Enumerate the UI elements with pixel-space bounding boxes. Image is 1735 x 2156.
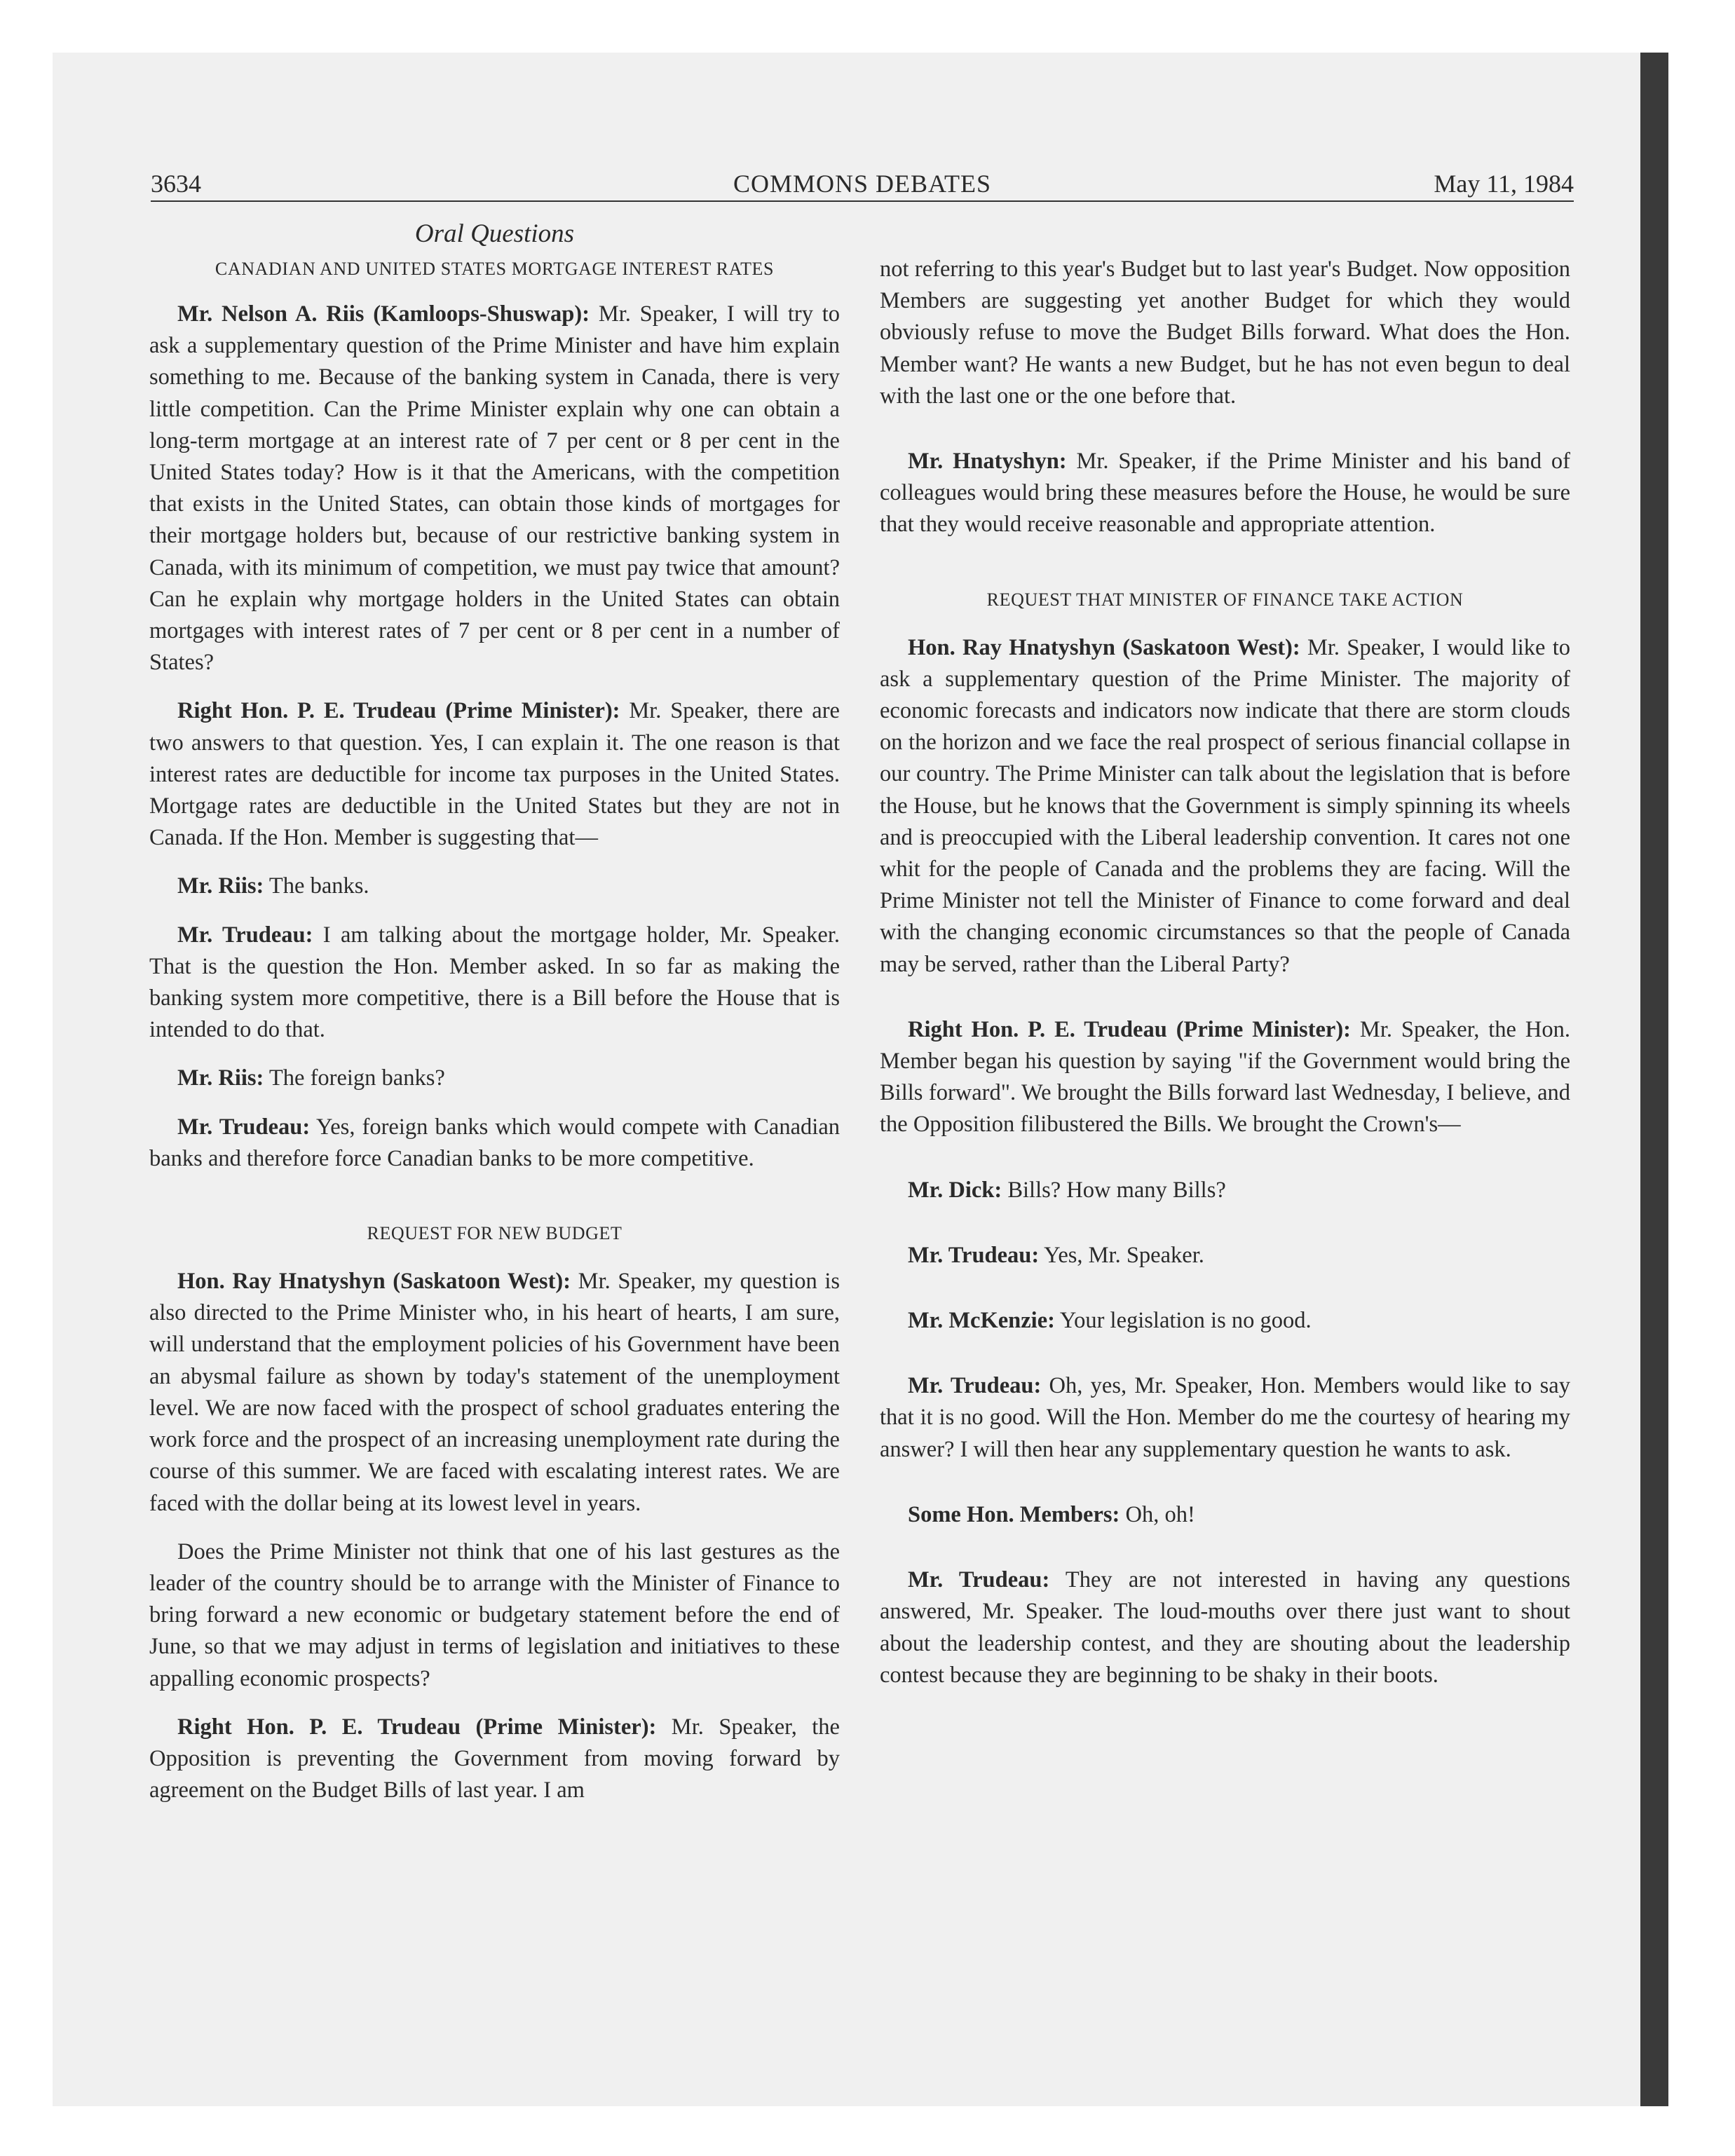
right-column xyxy=(880,254,1570,1708)
paragraph-text: Mr. Speaker, there are two answers to that question. Yes, I can explain it. The one reason is that interest rates are deductible for income tax purposes in the United States. Mortgage rates are deductible in the United States but they are not in Canada. If the Hon. Member is suggesting that— xyxy=(149,698,840,851)
paragraph xyxy=(149,920,840,1046)
paragraph xyxy=(880,1175,1570,1206)
scan-edge-bar xyxy=(1640,53,1668,2106)
paragraph-text: Oh, oh! xyxy=(1120,1501,1195,1527)
paragraph-text: Bills? How many Bills? xyxy=(1002,1177,1226,1203)
paragraph-text: Mr. Speaker, I would like to ask a supplementary question of the Prime Minister. The majority of economic forecasts and indicators now indicate that there are storm clouds on the horizon and we face the real prospect of serious financial collapse in our country. The Prime Minister can talk about the legislation that is before the House, but he knows that the Government is simply spinning its wheels and is preoccupied with the Liberal leadership convention. It cares not one whit for the people of Canada and the problems they are facing. Will the Prime Minister not tell the Minister of Finance to come forward and deal with the changing economic circumstances so that the people of Canada may be served, rather than the Liberal Party? xyxy=(880,634,1571,977)
paragraph xyxy=(880,632,1570,981)
paragraph-text: The banks. xyxy=(264,873,369,899)
paragraph xyxy=(149,695,840,854)
speaker-name: Mr. Riis: xyxy=(177,1065,264,1091)
paragraph-text: Mr. Speaker, the Hon. Member began his question by saying "if the Government would bring the Bills forward". We brought the Bills forward last Wednesday, I believe, and the Opposition filibustered the Bills. We brought the Crown's— xyxy=(880,1016,1570,1138)
paragraph xyxy=(149,1712,840,1807)
publication-title: COMMONS DEBATES xyxy=(733,170,992,198)
paragraph xyxy=(149,1063,840,1094)
speaker-name: Right Hon. P. E. Trudeau (Prime Minister): xyxy=(177,1714,657,1740)
left-column xyxy=(149,217,840,1823)
speaker-name: Mr. Trudeau: xyxy=(177,922,313,948)
paragraph-text: Mr. Speaker, if the Prime Minister and his band of colleagues would bring these measures before the House, he would be sure that they would receive reasonable and appropriate attention. xyxy=(880,449,1570,538)
paragraph-text: They are not interested in having any questions answered, Mr. Speaker. The loud-mouths over there just want to shout about the leadership contest, and they are shouting about the leadership contest because they are beginning to be shaky in their boots. xyxy=(880,1567,1570,1688)
paragraph xyxy=(880,254,1570,412)
paragraph xyxy=(880,1014,1570,1141)
paragraph-text: I am talking about the mortgage holder, Mr. Speaker. That is the question the Hon. Member asked. In so far as making the banking system more competitive, there is a Bill before the House that is intended to do that. xyxy=(149,922,840,1043)
speaker-name: Mr. McKenzie: xyxy=(908,1308,1055,1334)
paragraph xyxy=(880,1240,1570,1271)
subsection-heading-finance: REQUEST THAT MINISTER OF FINANCE TAKE ACTION xyxy=(986,589,1464,610)
paragraph-text: The foreign banks? xyxy=(264,1065,445,1091)
speaker-name: Hon. Ray Hnatyshyn (Saskatoon West): xyxy=(177,1269,571,1295)
paragraph xyxy=(149,1112,840,1175)
speaker-name: Mr. Dick: xyxy=(908,1177,1002,1203)
page-number: 3634 xyxy=(151,170,201,198)
paragraph-text: Mr. Speaker, I will try to ask a supplementary question of the Prime Minister and have him explain something to me. Because of the banking system in Canada, there is very little competition. Can the Prime Minister explain why one can obtain a long-term mortgage at an interest rate of 7 per cent or 8 per cent in the United States today? How is it that the Americans, with the competition that exists in the United States, can obtain those kinds of mortgages for their mortgage holders but, because of our restrictive banking system in Canada, with its minimum of competition, we must pay twice that amount? Can he explain why mortgage holders in the United States can obtain mortgages with interest rates of 7 per cent or 8 per cent in a number of States? xyxy=(149,301,841,676)
speaker-name: Right Hon. P. E. Trudeau (Prime Minister): xyxy=(908,1016,1352,1042)
speaker-name: Mr. Trudeau: xyxy=(177,1114,311,1140)
paragraph-text: Yes, foreign banks which would compete with Canadian banks and therefore force Canadian banks to be more competitive. xyxy=(149,1114,840,1171)
speaker-name: Right Hon. P. E. Trudeau (Prime Minister): xyxy=(177,698,620,724)
speaker-name: Some Hon. Members: xyxy=(908,1501,1120,1527)
paragraph-text: Yes, Mr. Speaker. xyxy=(1039,1242,1204,1268)
section-title: Oral Questions xyxy=(414,219,575,248)
speaker-name: Mr. Trudeau: xyxy=(908,1373,1042,1399)
speaker-name: Mr. Riis: xyxy=(177,873,264,899)
paragraph xyxy=(149,1536,840,1695)
speaker-name: Mr. Hnatyshyn: xyxy=(908,449,1067,475)
subsection-heading-budget: REQUEST FOR NEW BUDGET xyxy=(367,1223,622,1244)
speaker-name: Mr. Nelson A. Riis (Kamloops-Shuswap): xyxy=(177,301,590,327)
paragraph xyxy=(880,1564,1570,1691)
paragraph-text: Oh, yes, Mr. Speaker, Hon. Members would like to say that it is no good. Will the Hon. Member do me the courtesy of hearing my answer? I will then hear any supplementary question he wants to ask. xyxy=(880,1373,1570,1462)
paragraph-text: Mr. Speaker, the Opposition is preventing the Government from moving forward by agreement on the Budget Bills of last year. I am xyxy=(149,1714,840,1803)
paragraph xyxy=(149,299,840,678)
paragraph xyxy=(880,1499,1570,1531)
paragraph-text: Your legislation is no good. xyxy=(1054,1308,1312,1334)
speaker-name: Hon. Ray Hnatyshyn (Saskatoon West): xyxy=(908,634,1300,660)
subsection-heading-mortgage: CANADIAN AND UNITED STATES MORTGAGE INTEREST RATES xyxy=(215,259,775,279)
paragraph-text: Mr. Speaker, my question is also directed to the Prime Minister who, in his heart of hearts, I am sure, will understand that the employment policies of his Government have been an abysmal failure as shown by today's statement of the unemployment level. We are now faced with the prospect of school graduates entering the work force and the prospect of an increasing unemployment rate during the course of this summer. We are faced with escalating interest rates. We are faced with the dollar being at its lowest level in years. xyxy=(149,1269,841,1516)
paragraph xyxy=(880,1305,1570,1337)
speaker-name: Mr. Trudeau: xyxy=(908,1242,1040,1268)
publication-date: May 11, 1984 xyxy=(1434,170,1574,198)
speaker-name: Mr. Trudeau: xyxy=(908,1567,1050,1593)
paragraph xyxy=(149,871,840,902)
paragraph xyxy=(880,446,1570,541)
paragraph-text: not referring to this year's Budget but to last year's Budget. Now opposition Members are suggesting yet another Budget for which they would obviously refuse to move the Budget Bills forward. What does the Hon. Member want? He wants a new Budget, but he has not even begun to deal with the last one or the one before that. xyxy=(880,257,1570,409)
paragraph-text: Does the Prime Minister not think that one of his last gestures as the leader of the country should be to arrange with the Minister of Finance to bring forward a new economic or budgetary statement before the end of June, so that we may adjust in terms of legislation and initiatives to these appalling economic prospects? xyxy=(149,1538,840,1691)
paragraph xyxy=(149,1266,840,1520)
page-header xyxy=(151,167,1574,202)
paragraph xyxy=(880,1370,1570,1466)
